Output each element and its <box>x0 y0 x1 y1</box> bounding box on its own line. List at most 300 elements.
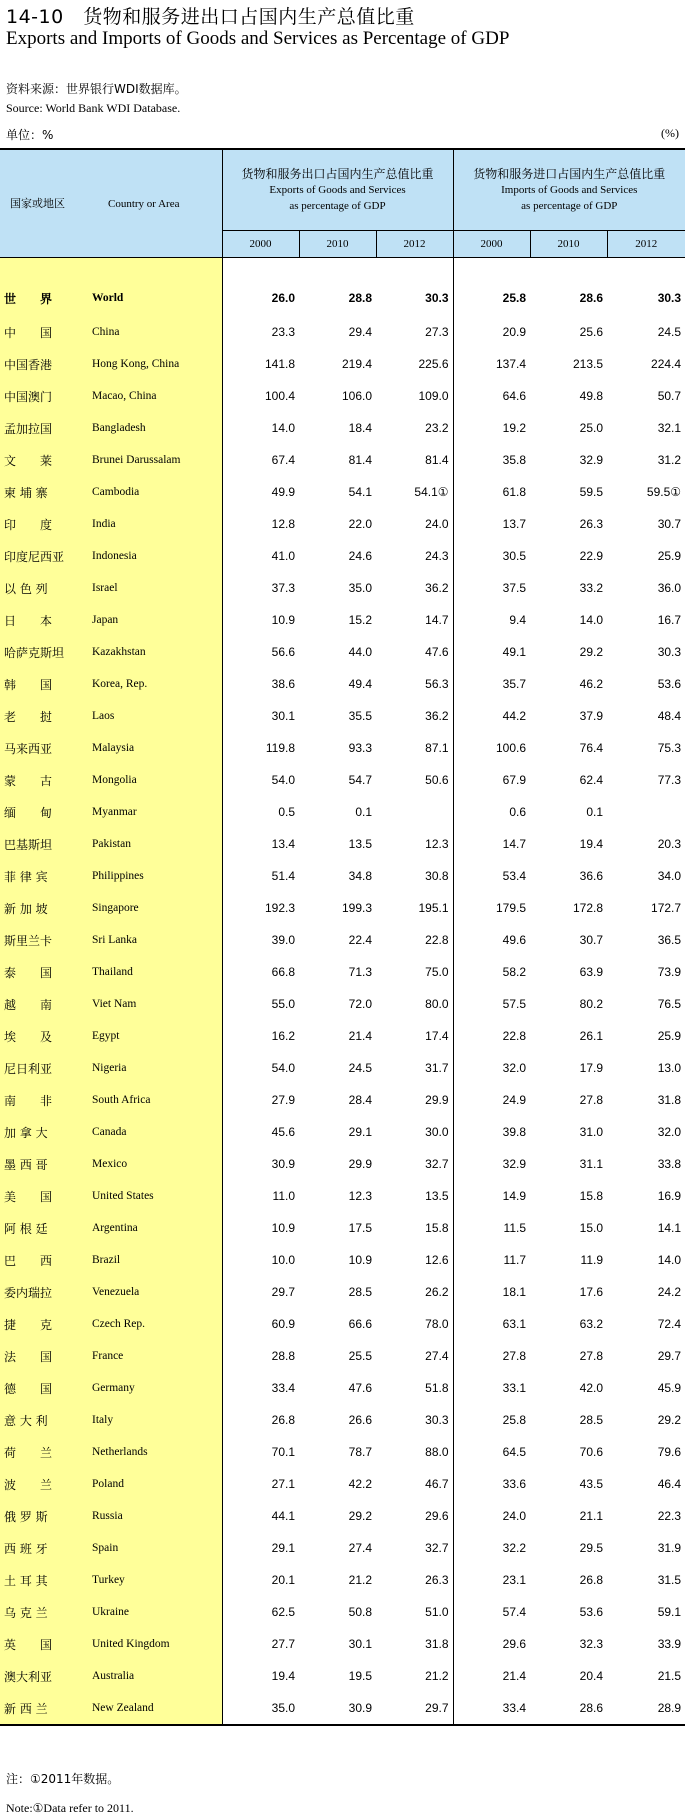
export-value-cell: 35.0 <box>348 581 372 595</box>
country-name-cn: 墨 西 哥 <box>0 1148 90 1180</box>
export-value-cell: 29.9 <box>425 1093 449 1107</box>
import-value-cell: 27.8 <box>579 1349 604 1363</box>
year-header: 2012 <box>607 231 685 258</box>
import-value-cell: 27.8 <box>453 1340 530 1372</box>
import-value-cell: 32.9 <box>579 453 604 467</box>
table-row <box>0 1276 685 1308</box>
country-name-cn: 巴 西 <box>0 1244 90 1276</box>
import-value-cell: 20.4 <box>579 1669 604 1683</box>
page-title-cn: 14-10 货物和服务进出口占国内生产总值比重 <box>6 6 415 28</box>
country-name-cn: 巴基斯坦 <box>0 828 90 860</box>
country-name-en: Pakistan <box>90 828 222 860</box>
import-value-cell: 36.6 <box>579 869 604 883</box>
import-value-cell: 11.5 <box>453 1212 530 1244</box>
import-value-cell: 63.2 <box>579 1317 604 1331</box>
import-value-cell: 29.2 <box>657 1413 682 1427</box>
country-name-en: Egypt <box>90 1020 222 1052</box>
table-row <box>0 1116 685 1148</box>
export-value-cell: 28.8 <box>222 1340 299 1372</box>
export-value-cell: 41.0 <box>222 540 299 572</box>
country-name-cn: 法 国 <box>0 1340 90 1372</box>
country-name-cn: 捷 克 <box>0 1308 90 1340</box>
import-value-cell: 39.8 <box>453 1116 530 1148</box>
import-value-cell: 213.5 <box>572 357 604 371</box>
export-value-cell: 10.9 <box>222 1212 299 1244</box>
import-value-cell: 57.5 <box>453 988 530 1020</box>
export-value-cell: 109.0 <box>418 389 449 403</box>
table-row <box>0 540 685 572</box>
export-value-cell: 29.1 <box>348 1125 372 1139</box>
import-value-cell: 22.8 <box>453 1020 530 1052</box>
country-name-cn: 新 加 坡 <box>0 892 90 924</box>
country-name-en: Czech Rep. <box>90 1308 222 1340</box>
export-value-cell: 54.0 <box>222 764 299 796</box>
country-name-cn: 乌 克 兰 <box>0 1596 90 1628</box>
unit-label-right: (%) <box>661 126 679 140</box>
export-value-cell: 54.1 <box>348 485 372 499</box>
import-value-cell: 224.4 <box>651 357 682 371</box>
table-row <box>0 956 685 988</box>
import-value-cell: 25.8 <box>453 1404 530 1436</box>
export-value-cell: 26.2 <box>425 1285 449 1299</box>
export-value-cell: 50.8 <box>348 1605 372 1619</box>
country-name-cn: 马来西亚 <box>0 732 90 764</box>
country-name-en: Japan <box>90 604 222 636</box>
country-name-en: Venezuela <box>90 1276 222 1308</box>
export-value-cell: 30.9 <box>299 1692 376 1725</box>
note-cn: 注：①2011年数据。 <box>6 1772 120 1786</box>
import-value-cell: 29.7 <box>657 1349 682 1363</box>
table-row <box>0 1596 685 1628</box>
import-value-cell: 22.9 <box>579 549 604 563</box>
country-name-cn: 阿 根 廷 <box>0 1212 90 1244</box>
import-value-cell: 67.9 <box>453 764 530 796</box>
import-value-cell: 33.9 <box>657 1637 682 1651</box>
export-value-cell: 51.8 <box>425 1381 449 1395</box>
country-name-cn: 孟加拉国 <box>0 412 90 444</box>
export-value-cell: 14.7 <box>425 613 449 627</box>
export-value-cell: 31.7 <box>425 1061 449 1075</box>
exports-group-header <box>222 149 453 231</box>
table-row <box>0 1500 685 1532</box>
import-value-cell: 14.0 <box>657 1253 682 1267</box>
country-name-cn: 菲 律 宾 <box>0 860 90 892</box>
country-name-cn: 新 西 兰 <box>0 1692 90 1725</box>
export-value-cell: 10.9 <box>222 604 299 636</box>
export-value-cell: 0.5 <box>222 796 299 828</box>
table-row <box>0 508 685 540</box>
export-value-cell: 62.5 <box>222 1596 299 1628</box>
country-name-cn: 蒙 古 <box>0 764 90 796</box>
imports-header-cn: 货物和服务进口占国内生产总值比重 <box>473 167 666 181</box>
export-value-cell: 80.0 <box>425 997 449 1011</box>
table-row <box>0 1052 685 1084</box>
export-value-cell: 28.4 <box>348 1093 372 1107</box>
export-value-cell: 46.7 <box>425 1477 449 1491</box>
export-value-cell: 13.4 <box>222 828 299 860</box>
import-value-cell: 28.6 <box>530 1692 607 1725</box>
export-value-cell: 26.8 <box>222 1404 299 1436</box>
country-name-cn: 澳大利亚 <box>0 1660 90 1692</box>
export-value-cell: 47.6 <box>425 645 449 659</box>
export-value-cell: 75.0 <box>425 965 449 979</box>
table-row <box>0 1148 685 1180</box>
page-title-en: Exports and Imports of Goods and Services as Percentage of GDP <box>6 28 510 49</box>
import-value-cell: 33.2 <box>579 581 604 595</box>
export-value-cell: 19.5 <box>348 1669 372 1683</box>
table-row <box>0 1244 685 1276</box>
country-name-cn: 意 大 利 <box>0 1404 90 1436</box>
export-value-cell: 27.4 <box>348 1541 372 1555</box>
import-value-cell: 30.5 <box>453 540 530 572</box>
import-value-cell: 14.7 <box>453 828 530 860</box>
export-value-cell: 30.3 <box>425 291 449 305</box>
table-row <box>0 860 685 892</box>
import-value-cell: 15.8 <box>579 1189 604 1203</box>
import-value-cell: 25.9 <box>657 1029 682 1043</box>
country-name-en: Mexico <box>90 1148 222 1180</box>
export-value-cell <box>376 796 453 828</box>
import-value-cell: 75.3 <box>657 741 682 755</box>
export-value-cell: 28.5 <box>348 1285 372 1299</box>
import-value-cell: 13.7 <box>453 508 530 540</box>
import-value-cell: 14.0 <box>579 613 604 627</box>
export-value-cell: 71.3 <box>348 965 372 979</box>
country-name-en: Myanmar <box>90 796 222 828</box>
import-value-cell: 172.7 <box>651 901 682 915</box>
country-name-en: Spain <box>90 1532 222 1564</box>
export-value-cell: 32.7 <box>425 1541 449 1555</box>
import-value-cell: 26.3 <box>579 517 604 531</box>
table-row <box>0 258 685 317</box>
import-value-cell: 24.5 <box>657 325 682 339</box>
table-row <box>0 1564 685 1596</box>
import-value-cell: 23.1 <box>453 1564 530 1596</box>
export-value-cell: 0.1 <box>355 805 372 819</box>
import-value-cell: 14.1 <box>657 1221 682 1235</box>
country-name-en: Ukraine <box>90 1596 222 1628</box>
exports-header-en-2: as percentage of GDP <box>289 200 386 212</box>
table-row <box>0 1308 685 1340</box>
import-value-cell: 59.5 <box>579 485 604 499</box>
import-value-cell: 36.5 <box>657 933 682 947</box>
country-name-en: Laos <box>90 700 222 732</box>
country-name-cn: 泰 国 <box>0 956 90 988</box>
import-value-cell: 46.4 <box>657 1477 682 1491</box>
import-value-cell: 30.3 <box>657 291 682 305</box>
export-value-cell: 29.6 <box>425 1509 449 1523</box>
country-name-cn: 日 本 <box>0 604 90 636</box>
country-name-en: France <box>90 1340 222 1372</box>
import-value-cell: 26.1 <box>579 1029 604 1043</box>
import-value-cell: 11.9 <box>580 1253 604 1267</box>
import-value-cell: 36.0 <box>657 581 682 595</box>
import-value-cell: 17.9 <box>579 1061 604 1075</box>
table-row <box>0 348 685 380</box>
export-value-cell: 42.2 <box>348 1477 372 1491</box>
table-row <box>0 1628 685 1660</box>
table-row <box>0 1660 685 1692</box>
table-row <box>0 604 685 636</box>
import-value-cell: 20.9 <box>453 316 530 348</box>
export-value-cell: 39.0 <box>222 924 299 956</box>
data-table-wrapper <box>0 148 685 1726</box>
export-value-cell: 27.9 <box>222 1084 299 1116</box>
export-value-cell: 66.8 <box>222 956 299 988</box>
import-value-cell: 77.3 <box>657 773 682 787</box>
export-value-cell: 12.6 <box>425 1253 449 1267</box>
export-value-cell: 30.8 <box>425 869 449 883</box>
export-value-cell: 29.9 <box>348 1157 372 1171</box>
table-body <box>0 258 685 1726</box>
country-name-en: Italy <box>90 1404 222 1436</box>
import-value-cell: 22.3 <box>657 1509 682 1523</box>
import-value-cell: 53.4 <box>453 860 530 892</box>
export-value-cell: 29.7 <box>376 1692 453 1725</box>
import-value-cell: 44.2 <box>453 700 530 732</box>
export-value-cell: 24.3 <box>425 549 449 563</box>
import-value-cell: 49.8 <box>579 389 604 403</box>
source-cn: 资料来源：世界银行WDI数据库。 <box>6 82 187 96</box>
country-name-en: Sri Lanka <box>90 924 222 956</box>
country-name-cn: 埃 及 <box>0 1020 90 1052</box>
import-value-cell: 25.0 <box>579 421 604 435</box>
table-row <box>0 1020 685 1052</box>
table-row <box>0 796 685 828</box>
country-name-cn: 波 兰 <box>0 1468 90 1500</box>
import-value-cell: 80.2 <box>579 997 604 1011</box>
year-header: 2010 <box>299 231 376 258</box>
import-value-cell: 33.8 <box>657 1157 682 1171</box>
import-value-cell: 21.4 <box>453 1660 530 1692</box>
table-row <box>0 1180 685 1212</box>
country-name-cn: 美 国 <box>0 1180 90 1212</box>
unit-label: 单位：% <box>6 128 54 142</box>
export-value-cell: 21.2 <box>425 1669 449 1683</box>
country-name-cn: 德 国 <box>0 1372 90 1404</box>
year-header: 2000 <box>222 231 299 258</box>
import-value-cell: 24.2 <box>657 1285 682 1299</box>
export-value-cell: 38.6 <box>222 668 299 700</box>
country-name-cn: 委内瑞拉 <box>0 1276 90 1308</box>
import-value-cell: 43.5 <box>579 1477 604 1491</box>
imports-header-en-1: Imports of Goods and Services <box>501 184 638 196</box>
country-name-en: United Kingdom <box>90 1628 222 1660</box>
country-name-cn: 荷 兰 <box>0 1436 90 1468</box>
country-name-cn: 老 挝 <box>0 700 90 732</box>
col-country-cn: 国家或地区 <box>0 149 90 258</box>
exports-header-cn: 货物和服务出口占国内生产总值比重 <box>241 167 434 181</box>
country-name-en: Russia <box>90 1500 222 1532</box>
table-row <box>0 988 685 1020</box>
export-value-cell: 12.8 <box>222 508 299 540</box>
country-name-cn: 英 国 <box>0 1628 90 1660</box>
import-value-cell: 0.6 <box>453 796 530 828</box>
import-value-cell: 49.6 <box>453 924 530 956</box>
export-value-cell: 11.0 <box>222 1180 299 1212</box>
export-value-cell: 24.5 <box>348 1061 372 1075</box>
country-name-en: Argentina <box>90 1212 222 1244</box>
country-name-en: New Zealand <box>90 1692 222 1725</box>
import-value-cell: 61.8 <box>453 476 530 508</box>
export-value-cell: 12.3 <box>348 1189 372 1203</box>
country-name-en: Canada <box>90 1116 222 1148</box>
imports-header-en-2: as percentage of GDP <box>521 200 618 212</box>
import-value-cell: 21.5 <box>657 1669 682 1683</box>
table-row <box>0 924 685 956</box>
country-name-cn: 斯里兰卡 <box>0 924 90 956</box>
table-row <box>0 476 685 508</box>
country-name-en: Brazil <box>90 1244 222 1276</box>
export-value-cell: 20.1 <box>222 1564 299 1596</box>
export-value-cell: 66.6 <box>348 1317 372 1331</box>
country-name-cn: 土 耳 其 <box>0 1564 90 1596</box>
export-value-cell: 31.8 <box>425 1637 449 1651</box>
country-name-cn: 中国澳门 <box>0 380 90 412</box>
export-value-cell: 30.1 <box>348 1637 372 1651</box>
export-value-cell: 119.8 <box>222 732 299 764</box>
country-name-en: Malaysia <box>90 732 222 764</box>
import-value-cell: 33.6 <box>453 1468 530 1500</box>
export-value-cell: 28.8 <box>348 291 372 305</box>
import-value-cell: 28.6 <box>579 291 604 305</box>
export-value-cell: 27.4 <box>425 1349 449 1363</box>
import-value-cell: 53.6 <box>579 1605 604 1619</box>
country-name-en: World <box>90 258 222 317</box>
export-value-cell: 35.5 <box>348 709 372 723</box>
table-row <box>0 1084 685 1116</box>
export-value-cell: 30.0 <box>425 1125 449 1139</box>
table-row <box>0 1404 685 1436</box>
table-row <box>0 700 685 732</box>
export-value-cell: 219.4 <box>341 357 372 371</box>
country-name-en: India <box>90 508 222 540</box>
export-value-cell: 16.2 <box>222 1020 299 1052</box>
import-value-cell: 31.2 <box>657 453 682 467</box>
import-value-cell: 50.7 <box>657 389 682 403</box>
import-value-cell: 13.0 <box>657 1061 682 1075</box>
country-name-en: Cambodia <box>90 476 222 508</box>
import-value-cell: 32.2 <box>453 1532 530 1564</box>
export-value-cell: 44.0 <box>348 645 372 659</box>
table-row <box>0 636 685 668</box>
import-value-cell: 24.0 <box>453 1500 530 1532</box>
country-name-en: Israel <box>90 572 222 604</box>
import-value-cell: 29.6 <box>453 1628 530 1660</box>
export-value-cell: 45.6 <box>222 1116 299 1148</box>
country-name-en: China <box>90 316 222 348</box>
import-value-cell: 76.4 <box>579 741 604 755</box>
import-value-cell: 11.7 <box>453 1244 530 1276</box>
export-value-cell: 60.9 <box>222 1308 299 1340</box>
export-value-cell: 30.9 <box>222 1148 299 1180</box>
country-name-cn: 哈萨克斯坦 <box>0 636 90 668</box>
export-value-cell: 32.7 <box>425 1157 449 1171</box>
table-row <box>0 1468 685 1500</box>
import-value-cell: 100.6 <box>453 732 530 764</box>
export-value-cell: 199.3 <box>341 901 372 915</box>
export-value-cell: 36.2 <box>425 709 449 723</box>
import-value-cell: 48.4 <box>657 709 682 723</box>
export-value-cell: 27.3 <box>425 325 449 339</box>
export-value-cell: 27.1 <box>222 1468 299 1500</box>
import-value-cell: 76.5 <box>657 997 682 1011</box>
export-value-cell: 93.3 <box>348 741 372 755</box>
import-value-cell: 20.3 <box>657 837 682 851</box>
import-value-cell: 31.5 <box>657 1573 682 1587</box>
import-value-cell: 24.9 <box>453 1084 530 1116</box>
country-name-en: Turkey <box>90 1564 222 1596</box>
country-name-cn: 西 班 牙 <box>0 1532 90 1564</box>
table-row <box>0 412 685 444</box>
imports-group-header <box>453 149 685 231</box>
country-name-cn: 文 莱 <box>0 444 90 476</box>
table-row <box>0 764 685 796</box>
import-value-cell: 62.4 <box>579 773 604 787</box>
export-value-cell: 78.7 <box>348 1445 372 1459</box>
import-value-cell: 28.9 <box>607 1692 685 1725</box>
export-value-cell: 51.0 <box>425 1605 449 1619</box>
export-value-cell: 192.3 <box>222 892 299 924</box>
import-value-cell: 32.0 <box>657 1125 682 1139</box>
export-value-cell: 87.1 <box>425 741 449 755</box>
import-value-cell: 25.9 <box>657 549 682 563</box>
export-value-cell: 47.6 <box>348 1381 372 1395</box>
import-value-cell: 28.5 <box>579 1413 604 1427</box>
export-value-cell: 34.8 <box>348 869 372 883</box>
export-value-cell: 17.5 <box>348 1221 372 1235</box>
country-name-en: Thailand <box>90 956 222 988</box>
export-value-cell: 54.0 <box>222 1052 299 1084</box>
country-name-en: Singapore <box>90 892 222 924</box>
export-value-cell: 24.0 <box>425 517 449 531</box>
import-value-cell: 16.9 <box>657 1189 682 1203</box>
table-row <box>0 828 685 860</box>
export-value-cell: 19.4 <box>222 1660 299 1692</box>
import-value-cell: 137.4 <box>453 348 530 380</box>
country-name-cn: 中 国 <box>0 316 90 348</box>
source-en: Source: World Bank WDI Database. <box>6 101 181 115</box>
country-name-cn: 柬 埔 寨 <box>0 476 90 508</box>
import-value-cell: 37.9 <box>579 709 604 723</box>
export-value-cell: 17.4 <box>425 1029 449 1043</box>
export-value-cell: 13.5 <box>348 837 372 851</box>
import-value-cell: 9.4 <box>453 604 530 636</box>
import-value-cell: 179.5 <box>453 892 530 924</box>
export-value-cell: 22.0 <box>348 517 372 531</box>
country-name-en: Netherlands <box>90 1436 222 1468</box>
import-value-cell: 14.9 <box>453 1180 530 1212</box>
import-value-cell: 35.8 <box>453 444 530 476</box>
export-value-cell: 21.4 <box>348 1029 372 1043</box>
export-value-cell: 141.8 <box>222 348 299 380</box>
export-value-cell: 29.2 <box>348 1509 372 1523</box>
export-value-cell: 14.0 <box>222 412 299 444</box>
import-value-cell: 31.1 <box>579 1157 604 1171</box>
import-value-cell: 33.1 <box>453 1372 530 1404</box>
country-name-en: Germany <box>90 1372 222 1404</box>
year-header: 2012 <box>376 231 453 258</box>
import-value-cell: 29.5 <box>579 1541 604 1555</box>
export-value-cell: 23.2 <box>425 421 449 435</box>
import-value-cell: 31.9 <box>657 1541 682 1555</box>
import-value-cell: 30.7 <box>579 933 604 947</box>
country-name-en: Kazakhstan <box>90 636 222 668</box>
export-value-cell: 54.7 <box>348 773 372 787</box>
country-name-cn: 缅 甸 <box>0 796 90 828</box>
import-value-cell: 30.3 <box>657 645 682 659</box>
country-name-en: Australia <box>90 1660 222 1692</box>
